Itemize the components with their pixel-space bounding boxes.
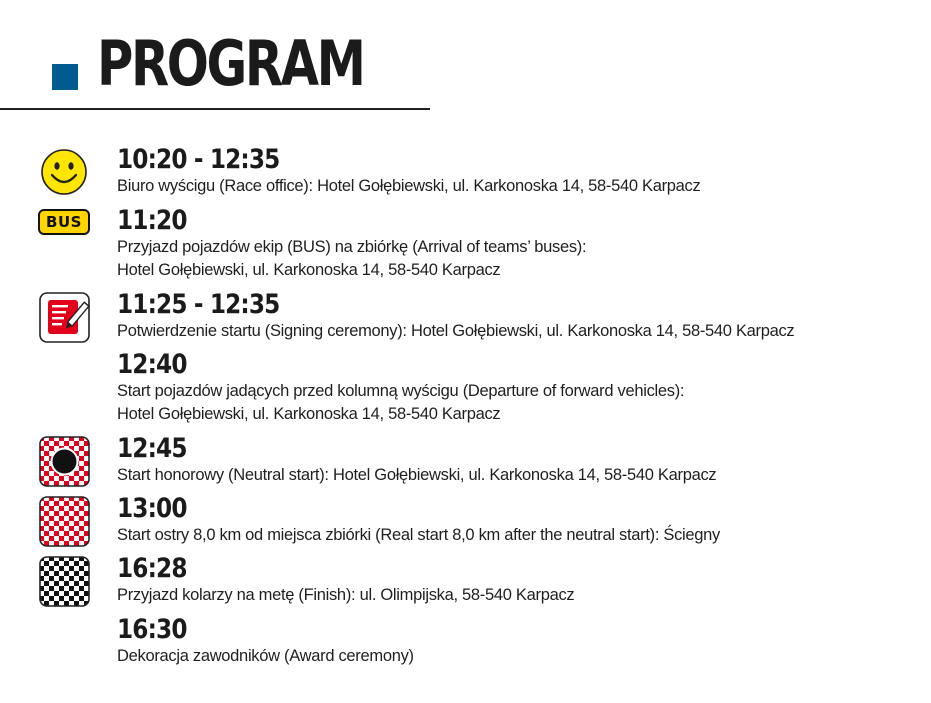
entry-description	[117, 584, 574, 607]
entry-description	[117, 380, 684, 426]
entry-description	[117, 645, 414, 668]
entry-time: 13:00	[117, 493, 187, 524]
title-underline	[0, 108, 430, 110]
entry-line: Przyjazd pojazdów ekip (BUS) na zbiórkę (Arrival of teams’ buses):	[117, 238, 587, 256]
bus-icon: BUS	[38, 209, 90, 235]
smiley-icon	[40, 148, 88, 196]
entry-time: 12:40	[117, 349, 187, 380]
neutral-start-flag-icon	[39, 436, 90, 487]
entry-line: Potwierdzenie startu (Signing ceremony): Hotel Gołębiewski, ul. Karkonoska 14, 58-540 Karpacz	[117, 322, 795, 340]
entry-line: Dekoracja zawodników (Award ceremony)	[117, 647, 414, 665]
entry-description	[117, 524, 720, 547]
entry-line: Biuro wyścigu (Race office): Hotel Gołębiewski, ul. Karkonoska 14, 58-540 Karpacz	[117, 177, 701, 195]
entry-line: Hotel Gołębiewski, ul. Karkonoska 14, 58-540 Karpacz	[117, 405, 501, 423]
entry-line: Start honorowy (Neutral start): Hotel Gołębiewski, ul. Karkonoska 14, 58-540 Karpacz	[117, 466, 717, 484]
entry-line: Start ostry 8,0 km od miejsca zbiórki (Real start 8,0 km after the neutral start): Ściegny	[117, 526, 720, 544]
entry-description	[117, 175, 700, 198]
entry-line: Przyjazd kolarzy na metę (Finish): ul. Olimpijska, 58-540 Karpacz	[117, 586, 575, 604]
entry-time: 11:25 - 12:35	[117, 289, 280, 320]
entry-description	[117, 236, 586, 282]
entry-description	[117, 464, 716, 487]
entry-time: 16:30	[117, 614, 187, 645]
entry-description	[117, 320, 794, 343]
sign-pen-icon	[39, 292, 90, 343]
title-square-icon	[52, 64, 78, 90]
entry-time: 11:20	[117, 205, 187, 236]
entry-time: 16:28	[117, 553, 187, 584]
red-checkered-flag-icon	[39, 496, 90, 547]
entry-time: 12:45	[117, 433, 187, 464]
page-title: PROGRAM	[97, 27, 364, 100]
entry-time: 10:20 - 12:35	[117, 144, 280, 175]
finish-checkered-flag-icon	[39, 556, 90, 607]
entry-line: Start pojazdów jadących przed kolumną wyścigu (Departure of forward vehicles):	[117, 382, 685, 400]
entry-line: Hotel Gołębiewski, ul. Karkonoska 14, 58-540 Karpacz	[117, 261, 501, 279]
